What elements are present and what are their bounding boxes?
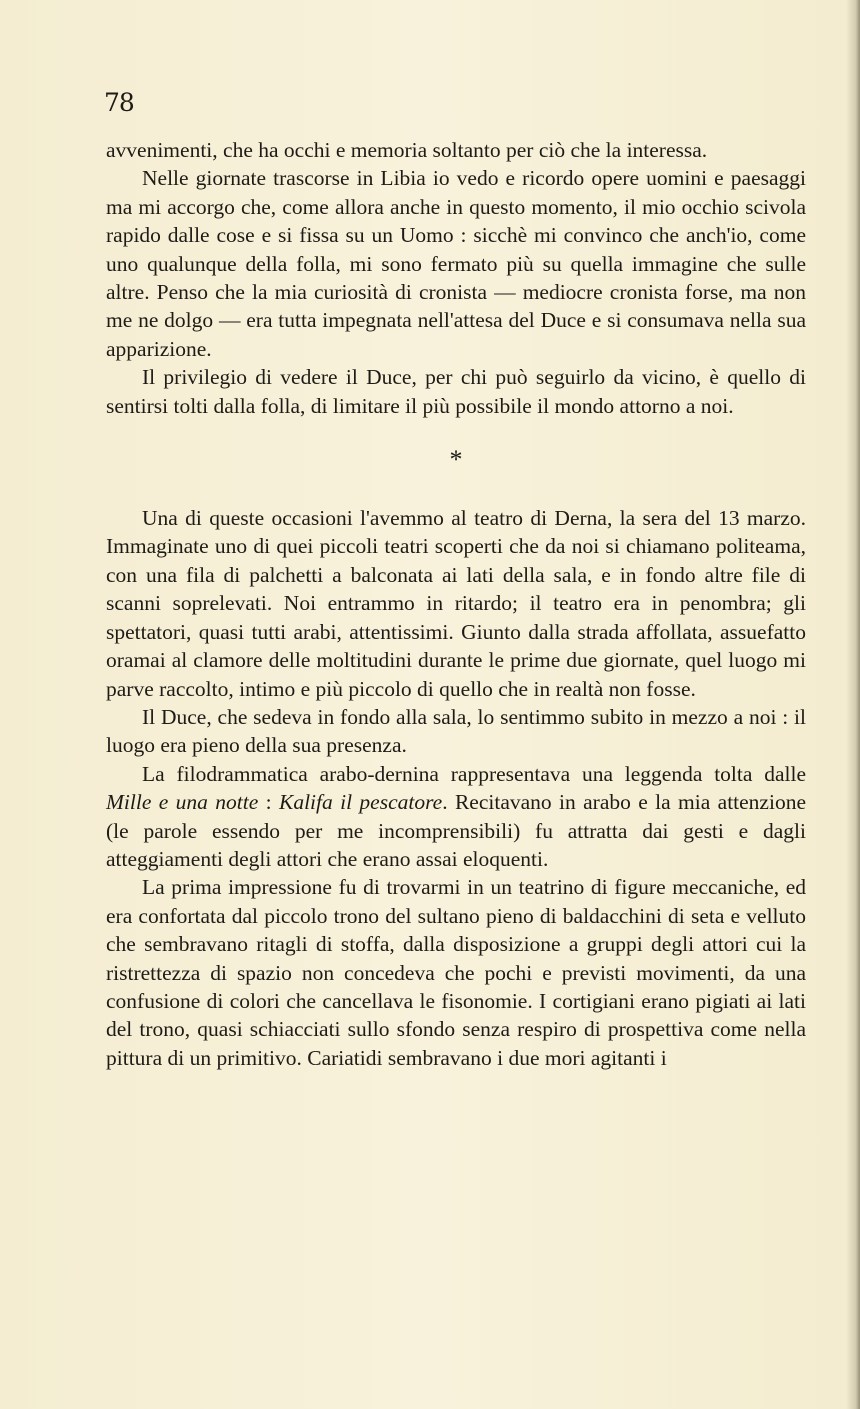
text-run: :: [258, 790, 279, 815]
paragraph: Il Duce, che sedeva in fondo alla sala, lo sentimmo subito in mezzo a noi : il luogo era pieno della sua presenza.: [106, 704, 806, 758]
paragraph: Nelle giornate trascorse in Libia io vedo e ricordo opere uomini e paesaggi ma mi accorgo che, come allora anche in questo momento, il mio occhio scivola rapido dalle cose e si fissa su un Uomo : sicchè mi convinco che anch'io, come uno qualunque della folla, mi sono fermato più su quella immagine che sulle altre. Penso che la mia curiosità di cronista — mediocre cronista forse, ma non me ne dolgo — era tutta impegnata nell'attesa del Duce e si consumava nella sua apparizione.: [106, 166, 806, 361]
page-number: 78: [104, 88, 134, 117]
play-title-italic: Kalifa il pescatore: [278, 790, 443, 815]
book-title-italic: Mille e una notte: [106, 790, 259, 815]
paragraph: Il privilegio di vedere il Duce, per chi può seguirlo da vicino, è quello di sentirsi tolti dalla folla, di limitare il più possibile il mondo attorno a noi.: [106, 365, 806, 418]
page-edge-shadow: [846, 0, 860, 1409]
paragraph-kalifa: [106, 760, 806, 874]
section-separator-star: *: [449, 445, 463, 475]
paragraph: avvenimenti, che ha occhi e memoria soltanto per ciò che la interessa.: [106, 138, 708, 162]
paragraph: Una di queste occasioni l'avemmo al teatro di Derna, la sera del 13 marzo. Immaginate uno di quei piccoli teatri scoperti che da noi si chiamano politeama, con una fila di palchetti a balconata ai lati della sala, e in fondo altre file di scanni soprelevati. Noi entrammo in ritardo; il teatro era in penombra; gli spettatori, quasi tutti arabi, attentissimi. Giunto dalla strada affollata, assuefatto oramai al clamore delle moltitudini durante le prime due giornate, quel luogo mi parve raccolto, intimo e più piccolo di quello che in realtà non fosse.: [106, 506, 806, 701]
text-run: La filodrammatica arabo-dernina rappresentava una leggenda tolta dalle: [142, 761, 806, 786]
text-run: . Recitavano in arabo e la mia attenzione (le parole essendo per me incomprensibili) fu attratta dai gesti e dagli atteggiamenti degli attori che erano assai eloquenti.: [106, 790, 806, 871]
body-text: [106, 136, 806, 1072]
paragraph: La prima impressione fu di trovarmi in un teatrino di figure meccaniche, ed era confortata dal piccolo trono del sultano pieno di baldacchini di seta e velluto che sembravano ritagli di stoffa, dalla disposizione a gruppi degli attori cui la ristrettezza di spazio non concedeva che pochi e previsti movimenti, da una confusione di colori che cancellava le fisonomie. I cortigiani erano pigiati ai lati del trono, quasi schiacciati sullo sfondo senza respiro di prospettiva come nella pittura di un primitivo. Cariatidi sembravano i due mori agitanti i: [106, 875, 806, 1070]
